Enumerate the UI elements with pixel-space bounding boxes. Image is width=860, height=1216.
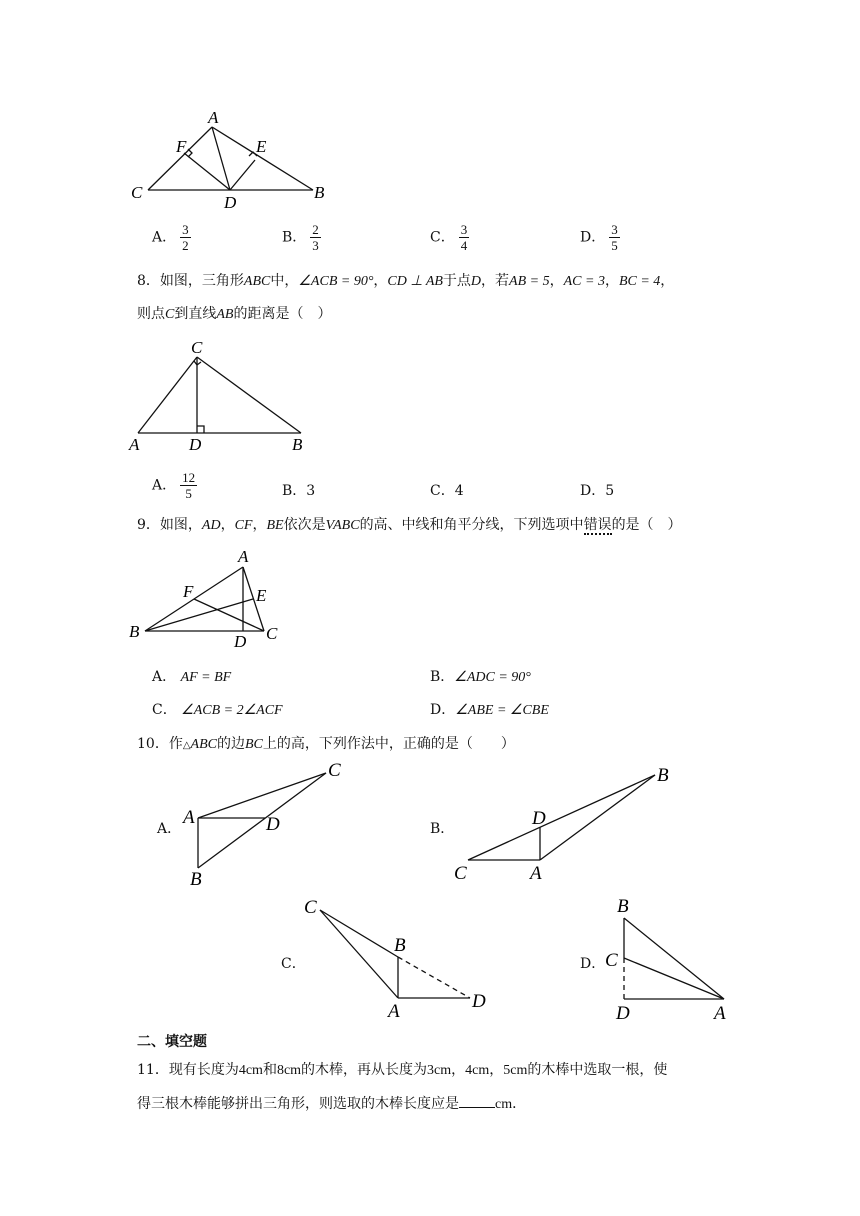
q10-option-d-label[interactable]: D． — [580, 956, 606, 972]
q11-stem-line1: 11．现有长度为4cm和8cm的木棒，再从长度为3cm，4cm，5cm的木棒中选取一根，使 — [137, 1062, 668, 1078]
fig7-label-e: E — [256, 137, 267, 156]
q9-figure — [125, 545, 295, 650]
q11-answer-blank[interactable] — [459, 1093, 495, 1108]
fig9-label-c: C — [266, 624, 278, 643]
q9-option-a[interactable]: A． AF = BF — [152, 669, 232, 685]
fig9-label-f: F — [183, 582, 194, 601]
q7-option-c[interactable]: C． $\frac{3}{4}$ — [430, 222, 468, 253]
q9-option-b[interactable]: B．∠ADC = 90° — [430, 669, 531, 685]
fig10d-label-d: D — [616, 1003, 630, 1023]
fig10c-label-c: C — [304, 897, 317, 918]
fig8-label-d: D — [189, 435, 202, 454]
fig8-label-b: B — [292, 435, 303, 454]
section-fill-in-title: 二、填空题 — [137, 1034, 207, 1050]
q10-option-b-label[interactable]: B． — [430, 821, 455, 837]
q9-option-c[interactable]: C． ∠ACB = 2∠ACF — [152, 702, 283, 718]
fig10b-label-b: B — [657, 765, 669, 786]
q10-figure-d — [602, 893, 742, 1023]
fig10d-label-a: A — [714, 1003, 726, 1023]
fig10d-label-c: C — [605, 950, 618, 971]
fig10a-label-d: D — [266, 814, 280, 835]
fig10c-label-b: B — [394, 935, 406, 956]
q7-option-d[interactable]: D． $\frac{3}{5}$ — [580, 222, 618, 253]
q9-option-d[interactable]: D．∠ABE = ∠CBE — [430, 702, 549, 718]
fig10b-label-a: A — [530, 863, 542, 884]
fig7-label-f: F — [176, 137, 187, 156]
fig7-label-a: A — [208, 108, 219, 127]
q9-emphasis-word: 错误 — [583, 517, 612, 533]
q10-option-a-label[interactable]: A． — [157, 821, 182, 837]
fig10a-label-a: A — [183, 807, 195, 828]
fig10a-label-b: B — [190, 869, 202, 890]
fig9-label-b: B — [129, 622, 140, 641]
q11-stem-line2: 得三根木棒能够拼出三角形，则选取的木棒长度应是 cm． — [137, 1093, 526, 1113]
q8-option-b[interactable]: B．3 — [282, 483, 316, 499]
fig7-label-b: B — [314, 183, 325, 202]
q7-figure — [128, 108, 338, 213]
q8-option-d[interactable]: D．5 — [580, 483, 615, 499]
q8-stem-line1: 8．如图，三角形ABC中，∠ACB = 90°，CD ⊥ AB于点D，若AB = 5，AC = 3，BC = 4， — [137, 273, 675, 289]
fig10b-label-c: C — [454, 863, 467, 884]
fig9-label-a: A — [238, 547, 249, 566]
fig10b-label-d: D — [532, 808, 546, 829]
fig8-label-c: C — [191, 338, 203, 357]
q8-stem-line2: 则点C到直线AB的距离是（ ） — [137, 306, 332, 322]
fig10c-label-a: A — [388, 1001, 400, 1022]
fig7-label-d: D — [224, 193, 237, 212]
q8-figure — [125, 336, 315, 456]
q10-figure-b — [448, 760, 678, 885]
fig7-label-c: C — [131, 183, 143, 202]
fig9-label-e: E — [256, 586, 267, 605]
q10-figure-a — [178, 758, 358, 890]
q9-stem: 9．如图，AD，CF，BE依次是VABC的高、中线和角平分线，下列选项中错误的是（ ） — [137, 517, 682, 533]
q8-option-a[interactable]: A． $\frac{12}{5}$ — [152, 470, 196, 501]
q7-option-a[interactable]: A． $\frac{3}{2}$ — [152, 222, 189, 253]
q7-option-b[interactable]: B． $\frac{2}{3}$ — [282, 222, 319, 253]
fig10a-label-c: C — [328, 760, 341, 781]
q10-figure-c — [300, 893, 500, 1023]
q8-option-c[interactable]: C．4 — [430, 483, 464, 499]
q10-option-c-label[interactable]: C． — [281, 956, 306, 972]
fig9-label-d: D — [234, 632, 247, 650]
q10-stem: 10．作△ABC的边BC上的高，下列作法中，正确的是（ ） — [137, 736, 515, 752]
fig8-label-a: A — [129, 435, 140, 454]
fig10d-label-b: B — [617, 896, 629, 917]
fig10c-label-d: D — [472, 991, 486, 1012]
